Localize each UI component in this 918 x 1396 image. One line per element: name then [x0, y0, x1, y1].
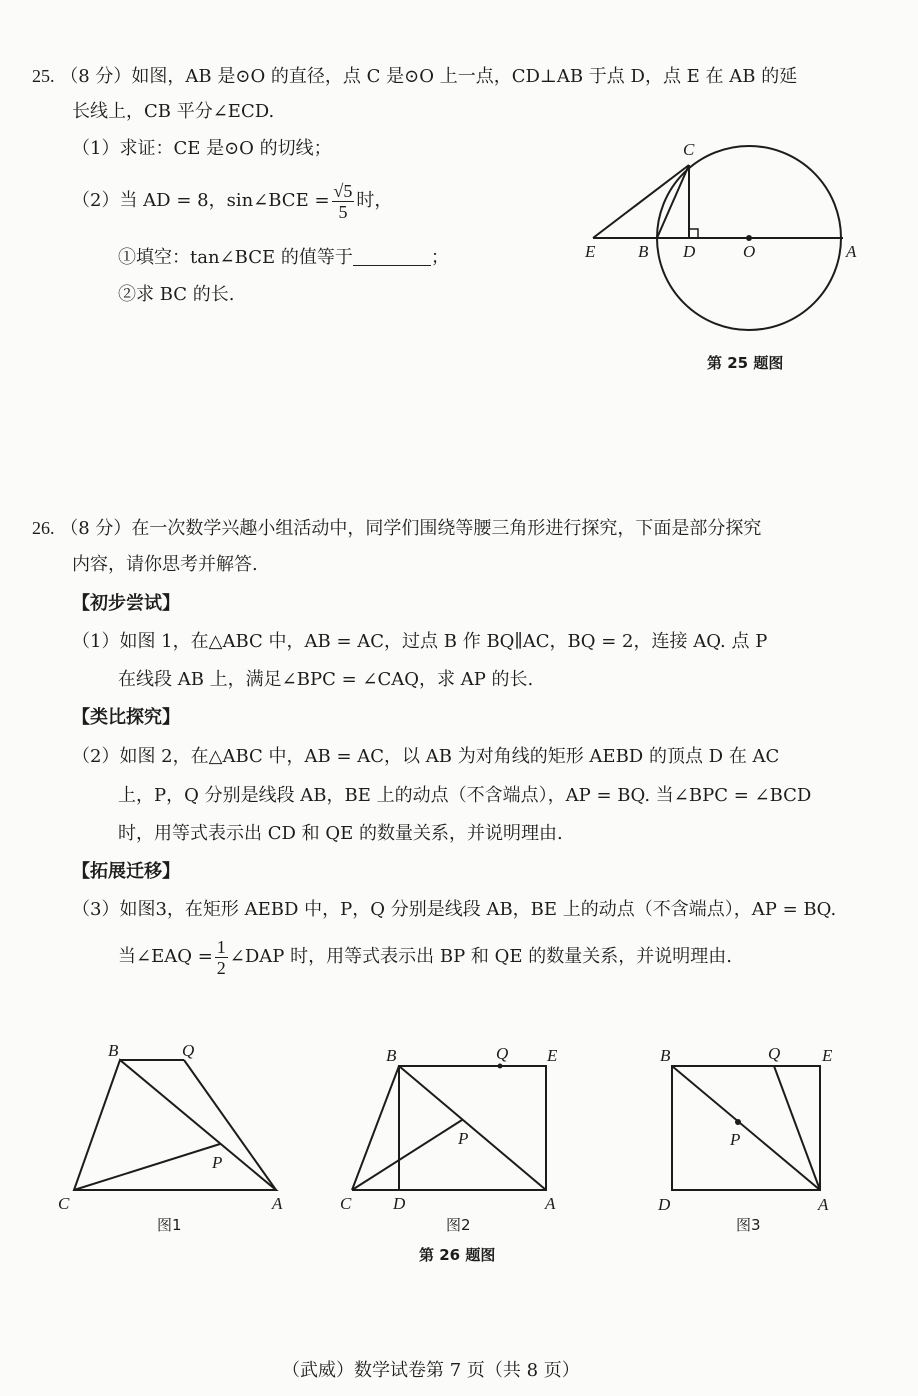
q25-part1: （1）求证：CE 是⊙O 的切线；	[72, 138, 332, 159]
q26-section-analogy: 【类比探究】	[72, 707, 180, 728]
label-d: D	[683, 242, 696, 261]
q26-figure3	[650, 1035, 860, 1220]
fig2-label-a: A	[545, 1194, 556, 1213]
q25-answer-blank[interactable]	[353, 247, 431, 266]
q26-part3-line2	[118, 934, 732, 980]
center-dot	[746, 235, 752, 241]
q25-stem-line1	[32, 64, 797, 89]
fig2-label-b: B	[386, 1046, 397, 1065]
q25-stem-line2: 长线上，CB 平分∠ECD.	[72, 101, 275, 122]
segment-cp	[74, 1144, 223, 1190]
fig3-label-p: P	[730, 1130, 741, 1149]
page-footer: （武威）数学试卷第 7 页（共 8 页）	[282, 1360, 580, 1381]
q25-sin-num: √5	[333, 180, 353, 201]
q26-fig2-caption: 图2	[446, 1216, 471, 1234]
segment-bc	[352, 1066, 399, 1190]
label-a: A	[846, 242, 857, 261]
q25-sub2: ②求 BC 的长.	[118, 284, 235, 305]
q25-figure	[575, 130, 857, 345]
triangle-abc	[74, 1060, 276, 1190]
fig3-label-a: A	[818, 1195, 829, 1214]
q25-sin-den: 5	[338, 201, 348, 222]
fig1-label-c: C	[58, 1194, 70, 1213]
q26-part2-line2: 上，P，Q 分别是线段 AB，BE 上的动点（不含端点），AP = BQ. 当∠BPC = ∠BCD	[118, 785, 812, 806]
q26-stem-text1: 在一次数学兴趣小组活动中，同学们围绕等腰三角形进行探究，下面是部分探究	[131, 518, 762, 539]
q25-sub1-prefix: ①填空：tan∠BCE 的值等于	[118, 247, 353, 268]
q25-sin-fraction	[332, 181, 355, 222]
q26-stem-line1	[32, 516, 761, 541]
q26-fig1-caption: 图1	[157, 1216, 182, 1234]
q26-stem-line2: 内容，请你思考并解答.	[72, 554, 258, 575]
label-c: C	[683, 140, 695, 159]
q26-part1-line1: （1）如图 1，在△ABC 中，AB = AC，过点 B 作 BQ∥AC，BQ = 2，连接 AQ. 点 P	[72, 631, 768, 652]
fig3-label-q: Q	[768, 1044, 781, 1063]
q26-fig3-caption: 图3	[736, 1216, 761, 1234]
fig3-point-p	[735, 1119, 741, 1125]
line-ec	[593, 165, 689, 238]
q25-figure-caption: 第 25 题图	[707, 354, 784, 372]
q26-half-fraction	[215, 937, 228, 978]
segment-cp	[352, 1120, 462, 1190]
right-angle-mark	[689, 229, 698, 238]
q26-figure2	[330, 1035, 580, 1220]
q26-half-num: 1	[216, 936, 226, 957]
q26-section-initial: 【初步尝试】	[72, 593, 180, 614]
fig1-label-q: Q	[182, 1041, 195, 1060]
q25-part2	[72, 178, 392, 224]
q26-part2-line1: （2）如图 2，在△ABC 中，AB = AC，以 AB 为对角线的矩形 AEBD 的顶点 D 在 AC	[72, 746, 780, 767]
fig3-label-d: D	[658, 1195, 671, 1214]
fig2-label-d: D	[393, 1194, 406, 1213]
fig2-label-e: E	[547, 1046, 558, 1065]
q26-figure-caption: 第 26 题图	[419, 1246, 496, 1264]
q26-half-den: 2	[216, 957, 226, 978]
diagonal-ab	[399, 1066, 546, 1190]
q25-sub1-suffix: ；	[430, 247, 449, 268]
q25-number: 25.	[32, 66, 55, 86]
fig2-point-q	[498, 1064, 503, 1069]
q26-part3-line1: （3）如图3，在矩形 AEBD 中，P，Q 分别是线段 AB，BE 上的动点（不含端点），AP = BQ.	[72, 899, 837, 920]
q26-part3-prefix: 当∠EAQ =	[118, 946, 213, 967]
q26-part2-line3: 时，用等式表示出 CD 和 QE 的数量关系，并说明理由.	[118, 823, 563, 844]
label-e: E	[585, 242, 596, 261]
label-o: O	[743, 242, 756, 261]
fig2-label-p: P	[458, 1129, 469, 1148]
q26-section-extension: 【拓展迁移】	[72, 861, 180, 882]
q26-part3-suffix: ∠DAP 时，用等式表示出 BP 和 QE 的数量关系，并说明理由.	[229, 946, 732, 967]
fig2-label-c: C	[340, 1194, 352, 1213]
q26-part1-line2: 在线段 AB 上，满足∠BPC = ∠CAQ，求 AP 的长.	[118, 669, 534, 690]
fig1-label-b: B	[108, 1041, 119, 1060]
q26-figure1	[50, 1032, 300, 1217]
q25-part2-suffix: 时，	[356, 190, 393, 211]
q25-sub1	[118, 246, 449, 270]
fig3-label-b: B	[660, 1046, 671, 1065]
fig2-label-q: Q	[496, 1044, 509, 1063]
q26-score: （8 分）	[60, 518, 132, 539]
q25-stem-text1: 如图，AB 是⊙O 的直径，点 C 是⊙O 上一点，CD⊥AB 于点 D，点 E 在 AB 的延	[131, 66, 798, 87]
fig1-label-a: A	[272, 1194, 283, 1213]
q26-number: 26.	[32, 518, 55, 538]
fig1-label-p: P	[212, 1153, 223, 1172]
fig3-label-e: E	[822, 1046, 833, 1065]
q25-part2-prefix: （2）当 AD = 8，sin∠BCE =	[72, 190, 330, 211]
q25-score: （8 分）	[60, 66, 132, 87]
label-b: B	[638, 242, 649, 261]
